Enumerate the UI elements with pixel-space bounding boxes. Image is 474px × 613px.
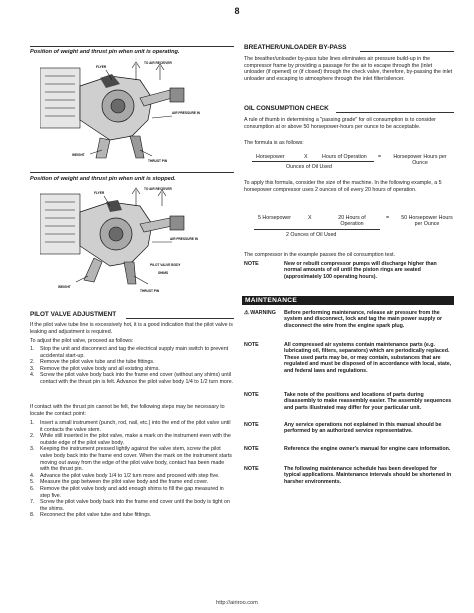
step-b-4: 4. Advance the pilot valve body 1/4 to 1/2 turn more and proceed with step five. [30,472,220,479]
maintenance-header: MAINTENANCE [242,296,454,305]
formula-hp: Horsepower [256,154,285,160]
note-3-text: Any service operations not explained in this manual should be performed by an authorized service representative. [284,422,442,435]
step-a-3: 3. Remove the pilot valve body and all existing shims. [30,365,160,372]
pilot-steps-b [30,420,234,519]
step-a-2: 2. Remove the pilot valve tube and the tube fittings. [30,359,155,366]
note-4-label: NOTE [244,446,259,452]
note-4-text: Reference the engine owner's manual for engine care information. [284,446,451,452]
step-b-2: 2. While still inserted in the pilot valve, make a mark on the instrument even with the outside edge of the pilot valve body. [30,433,231,446]
label-flyer: FLYER [96,65,107,69]
page-number: 8 [234,6,240,16]
label-weight-2: WEIGHT [58,285,71,289]
pilot-intro: If the pilot valve tube line is excessively hot, it is a good indication that the pilot valve is leaking and adjustment is required. [30,322,233,335]
note-oil-label: NOTE [244,261,259,267]
step-b-1: 1. Insert a small instrument (punch, rod, nail, etc.) into the end of the pilot valve until it contacts the valve stem. [30,420,231,433]
formula-denominator: Ounces of Oil Used [286,164,332,170]
example-hours: 20 Hours of Operation [338,215,366,227]
example-denominator: 2 Ounces of Oil Used [286,232,337,238]
formula-eq: = [378,154,382,160]
label-thrust-pin-2: THRUST PIN [140,289,160,293]
step-b-7: 7. Screw the pilot valve body back into the frame end cover until the body is tight on the shims. [30,499,230,512]
pilot-steps-a [30,346,234,386]
formula-x: X [304,154,308,160]
formula-result: Horsepower Hours per Ounce [393,154,447,166]
warning-text: Before performing maintenance, release air pressure from the system and disconnect, lock and tag the main power supply or disconnect the wire from the engine spark plug. [284,310,443,329]
example-x: X [308,215,312,221]
note-3 [244,422,454,435]
caption-rule [30,46,234,47]
pilot-title-rule [126,318,234,319]
caption-stopped: Position of weight and thrust pin when unit is stopped. [30,176,176,182]
example-result: 50 Horsepower Hours per Ounce [401,215,453,227]
step-a-1: 1. Stop the unit and disconnect and tag the electrical supply main switch to prevent accidental start-up. [30,346,229,359]
formula-intro: The formula is as follows: [244,140,304,146]
caption-operating: Position of weight and thrust pin when unit is operating. [30,49,180,55]
step-b-5: 5. Measure the gap between the pilot valve body and the frame end cover. [30,479,209,486]
note-3-label: NOTE [244,422,259,428]
caption-rule-2 [30,172,234,173]
oil-title: OIL CONSUMPTION CHECK [244,105,329,112]
label-air-pressure-in: AIR PRESSURE IN [172,111,200,115]
warning-icon: ⚠ [244,310,249,316]
label-air-pressure-in-2: AIR PRESSURE IN [170,237,198,241]
note-oil-text: New or rebuilt compressor pumps will discharge higher than normal amounts of oil until the piston rings are seated (approximately 100 operating hours). [284,261,437,280]
note-1-text: All compressed air systems contain maintenance parts (e.g. lubricating oil, filters, separators) which are periodically replaced. These used parts may be, or may contain, substances that are regulated and must be disposed of in accordance with local, state, and federal laws and regulations. [284,342,452,374]
label-to-air-receiver: TO AIR RECEIVER [144,61,172,65]
note-5 [244,466,454,485]
note-1 [244,342,454,374]
label-shims: SHIMS [158,271,169,275]
pilot-procedure: To adjust the pilot valve, proceed as follows: [30,338,134,344]
breather-text: The breather/unloader by-pass tube lines eliminates air pressure build-up in the compressor frame by providing a passage for the air to escape through the (inlet unloader (if opened) or (if closed) through the check valve, therefore, by-passing the inlet unloader and escaping to atmosphere through the inlet filter/silencer. [244,56,453,82]
warning [244,310,454,329]
label-pilot-valve-body: PILOT VALVE BODY [150,263,181,267]
example-hp: 5 Horsepower [258,215,291,221]
note-2-label: NOTE [244,392,259,398]
note-5-label: NOTE [244,466,259,472]
step-b-6: 6. Remove the pilot valve body and add enough shims to fill the gap measured in step five. [30,485,224,499]
formula-hours: Hours of Operation [322,154,367,160]
breather-title-rule [360,51,454,52]
label-weight: WEIGHT [72,153,85,157]
step-b-3: 3. Keeping the instrument pressed lightly against the valve stem, screw the pilot valve body back into the frame end cover. When the mark on the instrument starts moving out away from the edge of the pilot valve body, contact has been made with the thrust pin. [30,446,232,473]
oil-text: A rule of thumb in determining a "passing grade" for oil consumption is to consider consumption at or above 50 horsepower-hours per ounce to be acceptable. [244,117,436,130]
pilot-contact-note: If contact with the thrust pin cannot be felt, the following steps may be necessary to locate the contact point: [30,404,225,417]
footer-url: http://airiroo.com [216,600,258,606]
label-thrust-pin: THRUST PIN [148,159,168,163]
pilot-valve-title: PILOT VALVE ADJUSTMENT [30,311,117,318]
label-flyer-2: FLYER [94,191,105,195]
example-fraction-bar [254,229,380,230]
step-a-4: 4. Screw the pilot valve body back into the frame end cover (without any shims) until contact with the thrust pin is felt. Advance the pilot valve body 1/4 to 1/2 turn more. [30,372,234,385]
warning-label: WARNING [250,310,276,316]
breather-title: BREATHER/UNLOADER BY-PASS [244,44,347,51]
example-result-text: The compressor in the example passes the oil consumption test. [244,252,396,258]
diagram-operating [40,58,200,166]
oil-title-rule [336,112,454,113]
formula-fraction-bar [252,161,374,162]
example-eq: = [386,215,390,221]
step-b-8: 8. Reconnect the pilot valve tube and tube fittings. [30,512,152,519]
note-5-text: The following maintenance schedule has been developed for typical applications. Maintenance intervals should be shortened in harsher environments. [284,466,452,485]
note-oil [244,261,454,280]
note-4 [244,446,454,452]
note-1-label: NOTE [244,342,259,348]
label-to-air-receiver-2: TO AIR RECEIVER [144,187,172,191]
note-2-text: Take note of the positions and locations of parts during disassembly to make reassembly easier. The assembly sequences and parts illustrated may differ for your particular unit. [284,392,452,411]
example-text: To apply this formula, consider the size of the machine. In the following example, a 5 horsepower compressor uses 2 ounces of oil every 20 hours of operation. [244,180,442,193]
diagram-stopped [40,184,200,296]
note-2 [244,392,454,411]
